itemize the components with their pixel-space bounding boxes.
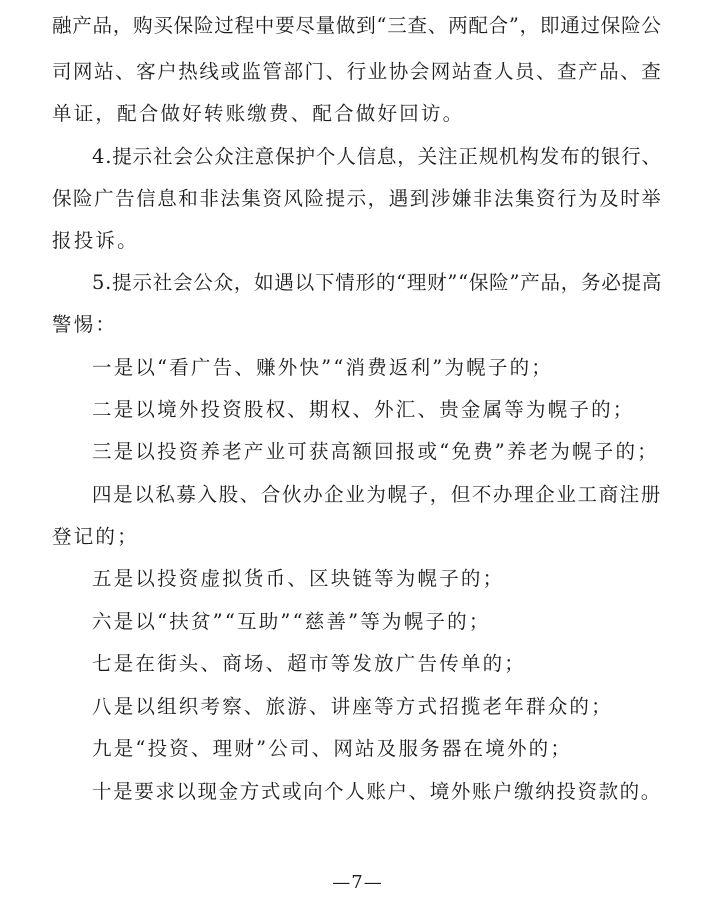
text-line: 4.提示社会公众注意保护个人信息，关注正规机构发布的银行、	[92, 145, 662, 168]
text-line: 司网站、客户热线或监管部门、行业协会网站查人员、查产品、查	[52, 60, 663, 83]
text-line: 五是以投资虚拟货币、区块链等为幌子的；	[92, 567, 505, 590]
text-line: 二是以境外投资股权、期权、外汇、贵金属等为幌子的；	[92, 398, 635, 421]
text-line: 七是在街头、商场、超市等发放广告传单的；	[92, 652, 527, 675]
text-line: 报投诉。	[52, 229, 139, 252]
text-line: 登记的；	[52, 525, 139, 548]
text-line: 六是以“扶贫”“互助”“慈善”等为幌子的；	[92, 610, 491, 633]
text-line: 四是以私募入股、合伙办企业为幌子，但不办理企业工商注册	[92, 483, 662, 506]
text-line: 警惕：	[52, 313, 118, 336]
text-line: 5.提示社会公众，如遇以下情形的“理财”“保险”产品，务必提高	[92, 271, 663, 294]
text-line: 十是要求以现金方式或向个人账户、境外账户缴纳投资款的。	[92, 780, 662, 803]
text-line: 一是以“看广告、赚外快”“消费返利”为幌子的；	[92, 356, 553, 379]
text-line: 保险广告信息和非法集资风险提示，遇到涉嫌非法集资行为及时举	[52, 187, 663, 210]
text-line: 九是“投资、理财”公司、网站及服务器在境外的；	[92, 737, 573, 760]
page-number: —7—	[332, 872, 383, 893]
text-line: 八是以组织考察、旅游、讲座等方式招揽老年群众的；	[92, 695, 613, 718]
text-line: 单证，配合做好转账缴费、配合做好回访。	[52, 102, 465, 125]
text-line: 三是以投资养老产业可获高额回报或“免费”养老为幌子的；	[92, 440, 659, 463]
text-line: 融产品，购买保险过程中要尽量做到“三查、两配合”，即通过保险公	[52, 14, 662, 37]
